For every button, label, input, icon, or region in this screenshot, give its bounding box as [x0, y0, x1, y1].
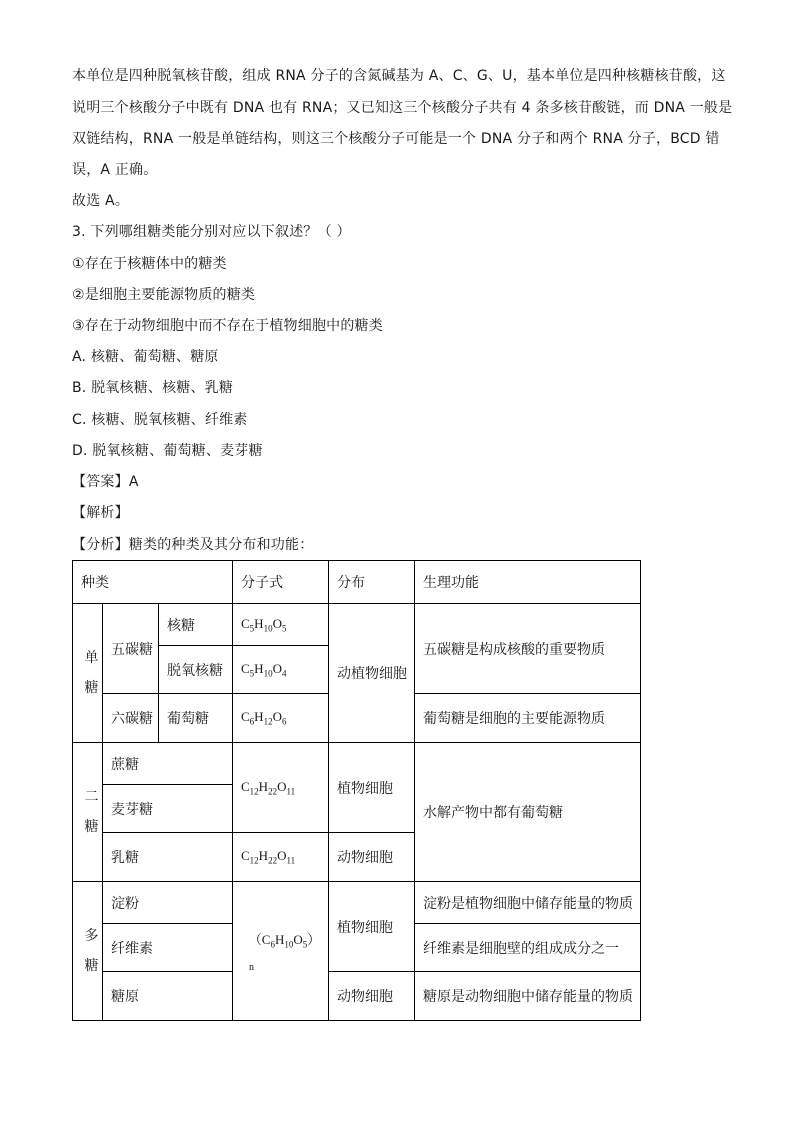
- sucrose-maltose-formula: $C_{12}H_{22}O_{11}$: [233, 743, 329, 833]
- deoxyribose-cell: 脱氧核糖: [159, 646, 233, 694]
- intro-line-3: 双链结构，RNA 一般是单链结构，则这三个核酸分子可能是一个 DNA 分子和两个 RNA 分子，BCD 错: [72, 131, 720, 147]
- glycogen-cell: 糖原: [103, 972, 233, 1021]
- glucose-formula: $C_6H_{12}O_6$: [233, 694, 329, 743]
- lactose-formula: $C_{12}H_{22}O_{11}$: [233, 833, 329, 882]
- intro-line-2: 说明三个核酸分子中既有 DNA 也有 RNA；又已知这三个核酸分子共有 4 条多核苷酸链，而 DNA 一般是: [72, 100, 733, 116]
- sugar-table: [72, 560, 641, 1021]
- starch-function: 淀粉是植物细胞中储存能量的物质: [415, 882, 641, 924]
- statement-2: ②是细胞主要能源物质的糖类: [72, 287, 256, 303]
- polysaccharide-animal-distribution: 动物细胞: [329, 972, 415, 1021]
- polysaccharide-category: 多 糖: [73, 882, 103, 1021]
- option-a: A. 核糖、葡萄糖、糖原: [72, 349, 219, 365]
- option-d: D. 脱氧核糖、葡萄糖、麦芽糖: [72, 443, 263, 459]
- statement-1: ①存在于核糖体中的糖类: [72, 256, 227, 272]
- header-distribution: 分布: [329, 561, 415, 604]
- glucose-function: 葡萄糖是细胞的主要能源物质: [415, 694, 641, 743]
- table-row: [73, 604, 641, 646]
- monosaccharide-distribution: 动植物细胞: [329, 604, 415, 743]
- analysis-intro: 【分析】糖类的种类及其分布和功能：: [72, 537, 314, 553]
- table-row: [73, 972, 641, 1021]
- cellulose-cell: 纤维素: [103, 924, 233, 972]
- polysaccharide-plant-distribution: 植物细胞: [329, 882, 415, 972]
- cellulose-function: 纤维素是细胞壁的组成成分之一: [415, 924, 641, 972]
- intro-line-4: 误，A 正确。: [72, 162, 158, 178]
- option-b: B. 脱氧核糖、核糖、乳糖: [72, 380, 234, 396]
- disaccharide-plant-distribution: 植物细胞: [329, 743, 415, 833]
- pentose-function: 五碳糖是构成核酸的重要物质: [415, 604, 641, 694]
- polysaccharide-formula: $(C_6H_{10}O_5)$ n: [233, 882, 329, 1021]
- table-row: [73, 743, 641, 785]
- glycogen-function: 糖原是动物细胞中储存能量的物质: [415, 972, 641, 1021]
- answer-line: [72, 472, 139, 492]
- ribose-formula: $C_5H_{10}O_5$: [233, 604, 329, 646]
- table-header-row: [73, 561, 641, 604]
- statement-3: ③存在于动物细胞中而不存在于植物细胞中的糖类: [72, 318, 383, 334]
- pentose-cell: 五碳糖: [103, 604, 159, 694]
- monosaccharide-category: 单 糖: [73, 604, 103, 743]
- answer-value: A: [128, 474, 139, 490]
- conclusion-line: 故选 A。: [72, 193, 130, 209]
- header-formula: 分子式: [233, 561, 329, 604]
- intro-line-1: 本单位是四种脱氧核苷酸，组成 RNA 分子的含氮碱基为 A、C、G、U，基本单位是四种核糖核苷酸，这: [72, 68, 726, 84]
- disaccharide-function: 水解产物中都有葡萄糖: [415, 743, 641, 882]
- deoxyribose-formula: $C_5H_{10}O_4$: [233, 646, 329, 694]
- sucrose-cell: 蔗糖: [103, 743, 233, 785]
- hexose-cell: 六碳糖: [103, 694, 159, 743]
- ribose-cell: 核糖: [159, 604, 233, 646]
- lactose-distribution: 动物细胞: [329, 833, 415, 882]
- glucose-cell: 葡萄糖: [159, 694, 233, 743]
- answer-label: 【答案】: [72, 474, 129, 490]
- header-kind: 种类: [73, 561, 233, 604]
- question-stem: 3. 下列哪组糖类能分别对应以下叙述？（ ）: [72, 224, 351, 240]
- maltose-cell: 麦芽糖: [103, 785, 233, 833]
- table-row: [73, 882, 641, 924]
- lactose-cell: 乳糖: [103, 833, 233, 882]
- option-c: C. 核糖、脱氧核糖、纤维素: [72, 412, 248, 428]
- header-function: 生理功能: [415, 561, 641, 604]
- disaccharide-category: 二 糖: [73, 743, 103, 882]
- analysis-heading: 【解析】: [72, 505, 129, 521]
- starch-cell: 淀粉: [103, 882, 233, 924]
